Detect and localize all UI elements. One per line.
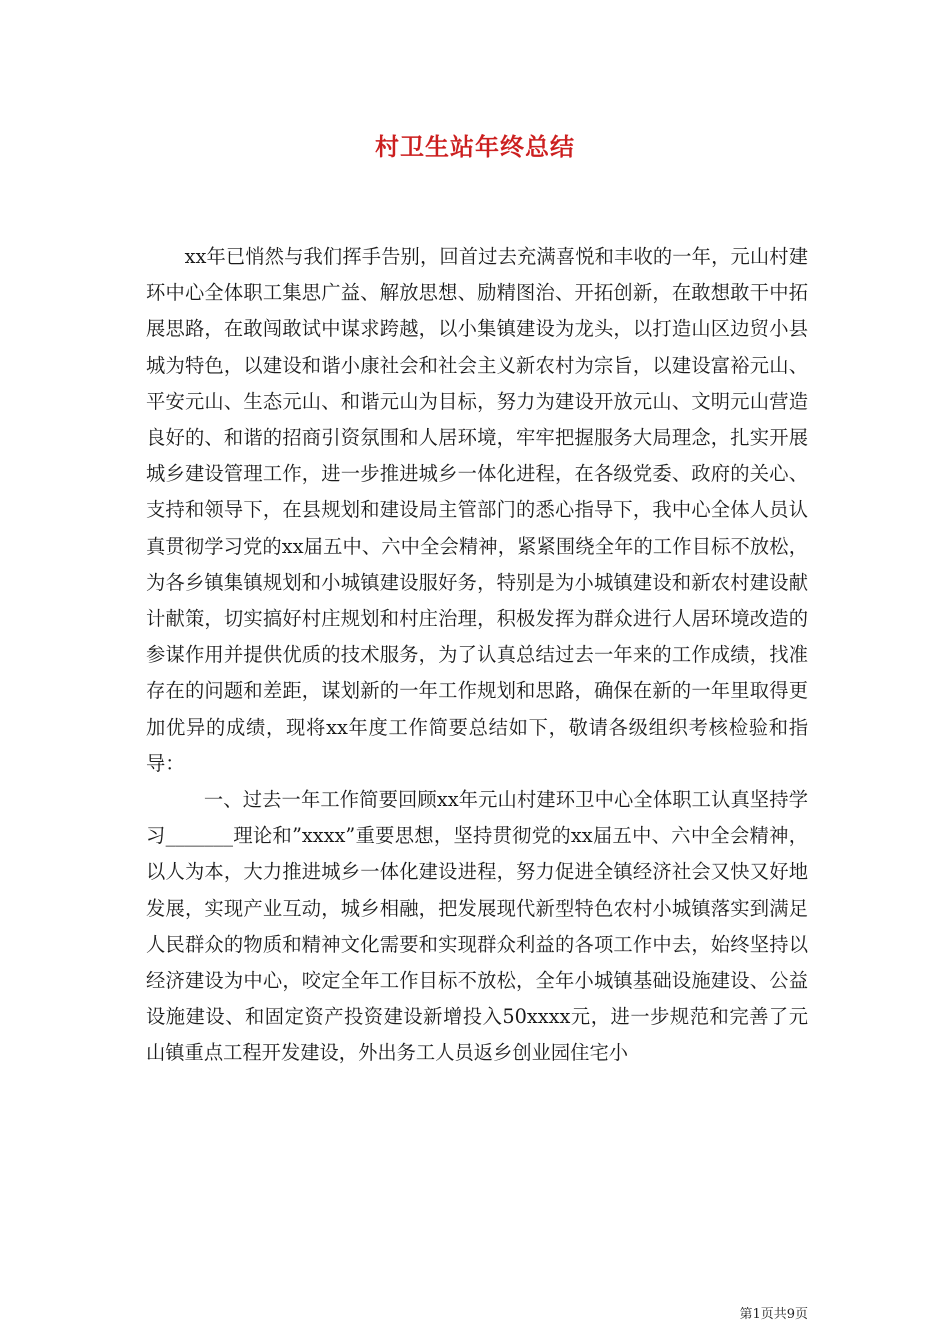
- document-body: [146, 239, 808, 1072]
- body-paragraph: xx年已悄然与我们挥手告别，回首过去充满喜悦和丰收的一年，元山村建环中心全体职工集思广益、解放思想、励精图治、开拓创新，在敢想敢干中拓展思路，在敢闯敢试中谋求跨越，以小集镇建设为龙头，以打造山区边贸小县城为特色，以建设和谐小康社会和社会主义新农村为宗旨，以建设富裕元山、平安元山、生态元山、和谐元山为目标，努力为建设开放元山、文明元山营造良好的、和谐的招商引资氛围和人居环境，牢牢把握服务大局理念，扎实开展城乡建设管理工作，进一步推进城乡一体化进程，在各级党委、政府的关心、支持和领导下，在县规划和建设局主管部门的悉心指导下，我中心全体人员认真贯彻学习党的xx届五中、六中全会精神，紧紧围绕全年的工作目标不放松，为各乡镇集镇规划和小城镇建设服好务，特别是为小城镇建设和新农村建设献计献策，切实搞好村庄规划和村庄治理，积极发挥为群众进行人居环境改造的参谋作用并提供优质的技术服务，为了认真总结过去一年来的工作成绩，找准存在的问题和差距，谋划新的一年工作规划和思路，确保在新的一年里取得更加优异的成绩，现将xx年度工作简要总结如下，敬请各级组织考核检验和指导：: [146, 245, 808, 775]
- body-paragraph: 一、过去一年工作简要回顾xx年元山村建环卫中心全体职工认真坚持学习_______理论和”xxxx”重要思想，坚持贯彻党的xx届五中、六中全会精神，以人为本，大力推进城乡一体化建设进程，努力促进全镇经济社会又快又好地发展，实现产业互动，城乡相融，把发展现代新型特色农村小城镇落实到满足人民群众的物质和精神文化需要和实现群众利益的各项工作中去，始终坚持以经济建设为中心，咬定全年工作目标不放松，全年小城镇基础设施建设、公益设施建设、和固定资产投资建设新增投入50xxxx元，进一步规范和完善了元山镇重点工程开发建设，外出务工人员返乡创业园住宅小: [146, 788, 808, 1065]
- page-number: 第1页共9页: [739, 1307, 808, 1322]
- document-title: 村卫生站年终总结: [375, 132, 575, 161]
